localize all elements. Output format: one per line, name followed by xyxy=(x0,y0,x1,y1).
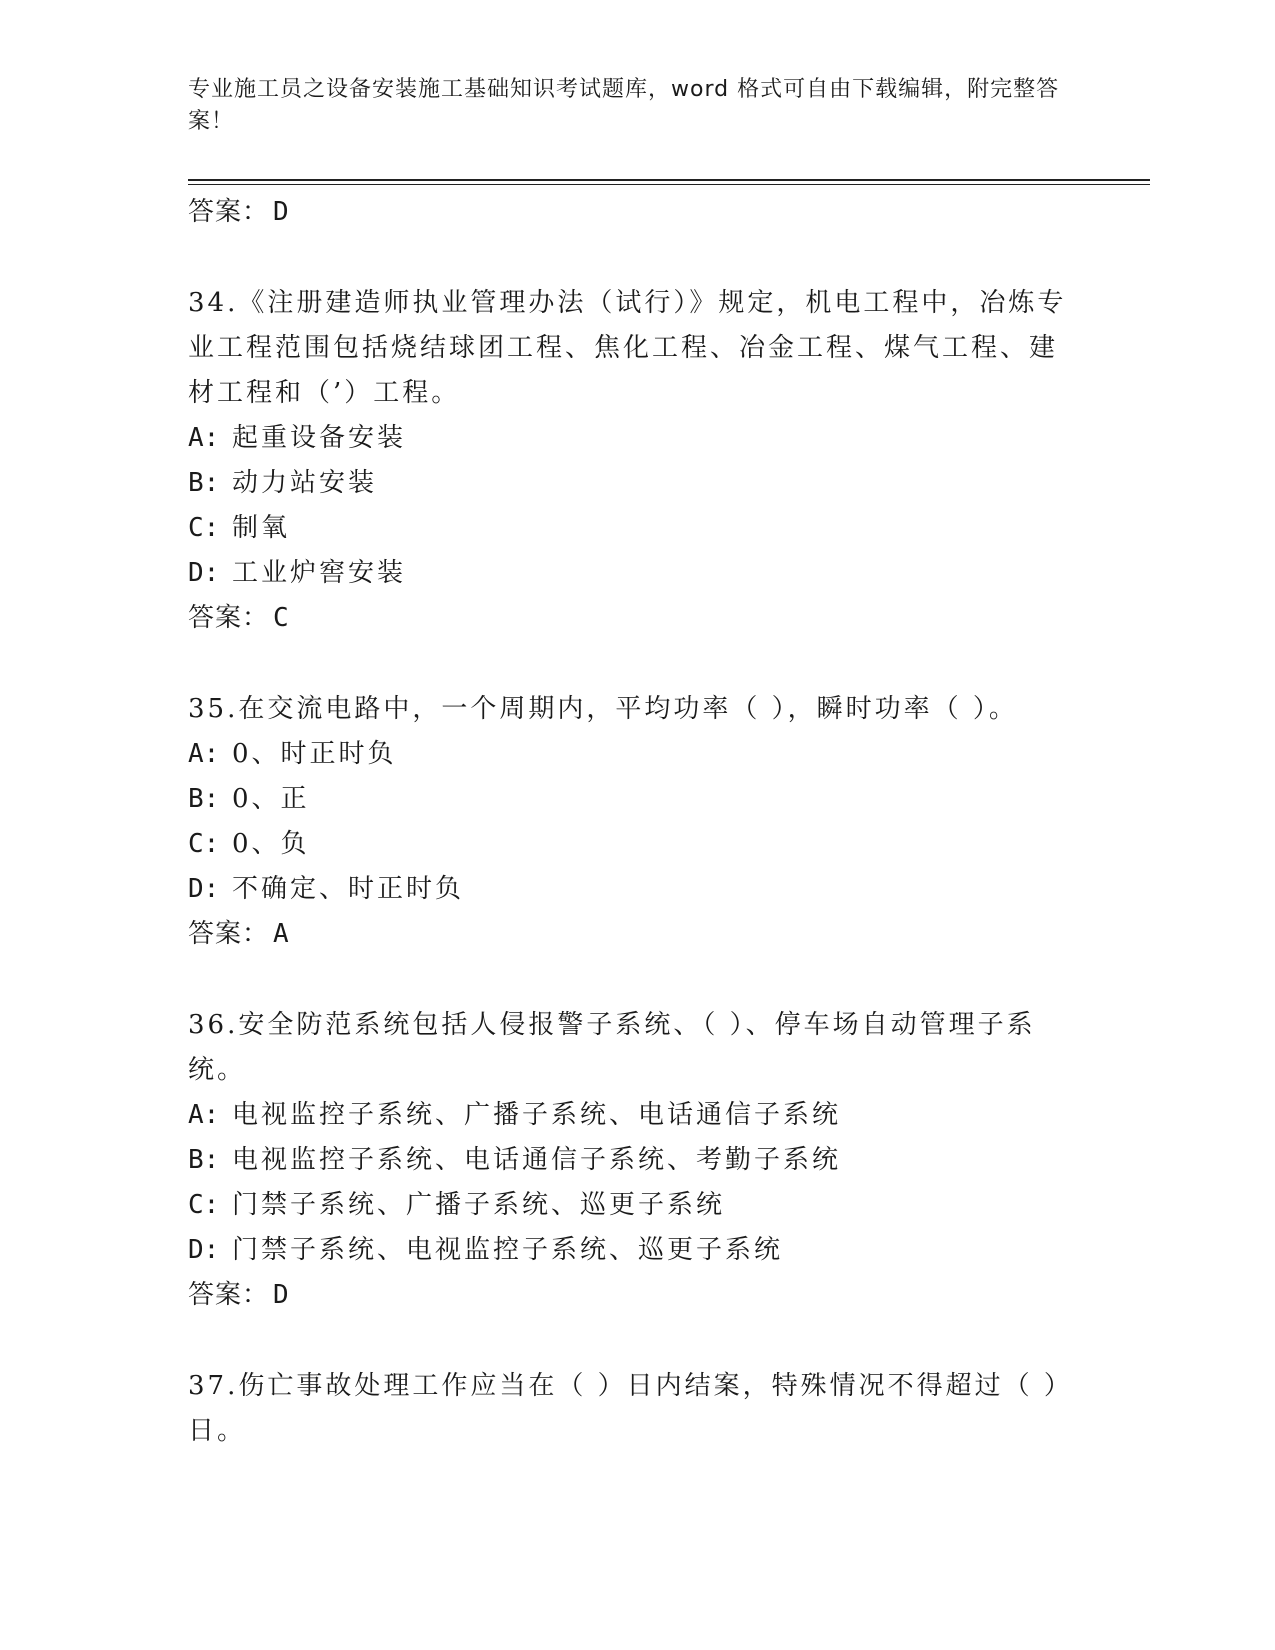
answer-label: 答案： xyxy=(188,603,270,633)
option-text: 工业炉窖安装 xyxy=(232,558,407,588)
question-stem-line: 34.《注册建造师执业管理办法（试行）》规定，机电工程中，冶炼专 xyxy=(188,288,1067,318)
option-row xyxy=(188,867,1088,912)
option-key: C: xyxy=(188,829,220,859)
option-row xyxy=(188,1183,1088,1228)
question-block xyxy=(188,1003,1088,1318)
option-row xyxy=(188,506,1088,551)
option-key: A: xyxy=(188,1100,220,1130)
question-spacer xyxy=(188,641,1088,687)
option-text: 0、负 xyxy=(232,829,310,859)
option-key: B: xyxy=(188,468,220,498)
header-divider-thick xyxy=(188,179,1150,181)
option-row xyxy=(188,777,1088,822)
header-text: 专业施工员之设备安装施工基础知识考试题库，word 格式可自由下载编辑，附完整答案！ xyxy=(188,77,1060,134)
answer-value: D xyxy=(273,1280,290,1310)
option-row xyxy=(188,416,1088,461)
option-row xyxy=(188,1138,1088,1183)
option-text: 门禁子系统、电视监控子系统、巡更子系统 xyxy=(232,1235,784,1265)
option-key: D: xyxy=(188,1235,220,1265)
answer-label: 答案： xyxy=(188,919,270,949)
option-key: C: xyxy=(188,1190,220,1220)
question-stem-line: 业工程范围包括烧结球团工程、焦化工程、冶金工程、煤气工程、建 xyxy=(188,333,1059,363)
answer-label: 答案： xyxy=(188,1280,270,1310)
option-key: D: xyxy=(188,874,220,904)
answer-line xyxy=(188,190,1088,235)
question-block xyxy=(188,1364,1088,1454)
question-block xyxy=(188,687,1088,957)
option-key: D: xyxy=(188,558,220,588)
option-key: B: xyxy=(188,1145,220,1175)
answer-label: 答案： xyxy=(188,197,270,227)
question-spacer xyxy=(188,235,1088,281)
header-divider-thin xyxy=(188,184,1150,185)
option-row xyxy=(188,822,1088,867)
option-row xyxy=(188,732,1088,777)
option-key: B: xyxy=(188,784,220,814)
option-text: 起重设备安装 xyxy=(232,423,407,453)
answer-line xyxy=(188,912,1088,957)
question-spacer xyxy=(188,957,1088,1003)
option-row xyxy=(188,461,1088,506)
option-text: 0、正 xyxy=(232,784,310,814)
question-block xyxy=(188,281,1088,641)
question-list xyxy=(188,190,1088,1454)
answer-value: C xyxy=(273,603,290,633)
option-key: C: xyxy=(188,513,220,543)
question-stem-line: 材工程和（’）工程。 xyxy=(188,378,461,408)
question-spacer xyxy=(188,1318,1088,1364)
option-text: 电视监控子系统、广播子系统、电话通信子系统 xyxy=(232,1100,842,1130)
option-row xyxy=(188,1093,1088,1138)
document-header xyxy=(188,74,1068,138)
question-stem-line: 37.伤亡事故处理工作应当在（ ）日内结案，特殊情况不得超过（ ） xyxy=(188,1371,1073,1401)
question-stem-line: 日。 xyxy=(188,1416,247,1446)
option-text: 动力站安装 xyxy=(232,468,378,498)
option-key: A: xyxy=(188,739,220,769)
answer-line xyxy=(188,1273,1088,1318)
question-stem-line: 35.在交流电路中，一个周期内，平均功率（ ），瞬时功率（ ）。 xyxy=(188,694,1018,724)
option-text: 制氧 xyxy=(232,513,291,543)
answer-value: A xyxy=(273,919,290,949)
option-text: 0、时正时负 xyxy=(232,739,397,769)
option-text: 电视监控子系统、电话通信子系统、考勤子系统 xyxy=(232,1145,842,1175)
question-stem-line: 36.安全防范系统包括人侵报警子系统、（ ）、停车场自动管理子系 xyxy=(188,1010,1036,1040)
option-row xyxy=(188,1228,1088,1273)
option-text: 门禁子系统、广播子系统、巡更子系统 xyxy=(232,1190,726,1220)
question-stem-line: 统。 xyxy=(188,1055,247,1085)
option-key: A: xyxy=(188,423,220,453)
answer-value: D xyxy=(273,197,290,227)
answer-line xyxy=(188,596,1088,641)
option-text: 不确定、时正时负 xyxy=(232,874,465,904)
option-row xyxy=(188,551,1088,596)
